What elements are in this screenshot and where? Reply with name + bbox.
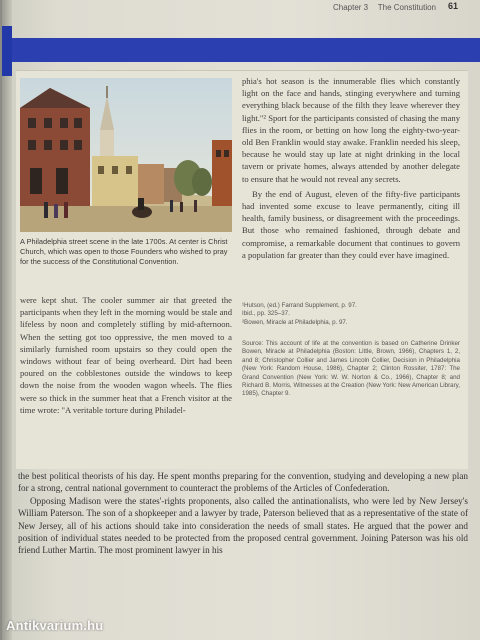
chapter-title: The Constitution bbox=[377, 3, 436, 12]
body-paragraph-1: the best political theorists of his day. He spent months preparing for the convention, studying and developing a new plan for a strong, central national government to counteract the problems of the Articles of Confederation. bbox=[18, 471, 468, 494]
book-page bbox=[2, 0, 480, 640]
footnotes bbox=[242, 302, 460, 327]
right-column-paragraph-2: By the end of August, eleven of the fifty-five participants had invented some excuse to leave permanently, citing ill health, family business, or disagreement with the proceedings. But those who remained fashioned, through debate and compromise, a remarkable document that continues to govern a population far greater than they could ever have imagined. bbox=[242, 188, 460, 260]
left-column-paragraph: were kept shut. The cooler summer air that greeted the participants when they left in the morning would be stale and lifeless by noon and completely stifling by mid-afternoon. When the setting got too oppressive, the men moved to a similarly furnished room upstairs so they could open the windows without fear of being overheard. Dirt had been poured on the cobblestones outside the windows to keep down the noise from the wooden wagon wheels. The flies were so thick in the summer heat that a French visitor at the time wrote: "A veritable torture during Philadel- bbox=[20, 295, 232, 415]
source-note: Source: This account of life at the convention is based on Catherine Drinker Bowen, Miracle at Philadelphia (Boston: Little, Brown, 1966), Chapters 1, 2, and 8; Christopher Collier and James Lincoln Collier, Decision in Philadelphia (New York: Random House, 1986), Chapter 2; Clinton Rossiter, 1787: The Grand Convention (New York: W. W. Norton & Co., 1966), Chapter 8; and Richard B. Morris, Witnesses at the Creation (New York: New American Library, 1985), Chapter 9. bbox=[242, 340, 460, 398]
right-column-paragraph-1: phia's hot season is the innumerable flies which constantly light on the face and hands, stinging everywhere and turning everything black because of the filth they leave wherever they light."² Sport for the participants consisted of chasing the many flies in the room, or betting on how long the eighty-two-year-old Ben Franklin would stay awake. Franklin needed his sleep, because he would stay up late at night drinking in the local tavern or private homes, always attended by another delegate to ensure that he would not reveal any secrets. bbox=[242, 76, 460, 184]
philadelphia-street-illustration bbox=[20, 78, 232, 232]
footnote-1: ¹Hutson, (ed.) Farrand Supplement, p. 97. bbox=[242, 302, 357, 309]
body-paragraph-2: Opposing Madison were the states'-rights proponents, also called the antinationalists, who were led by New Jersey's William Paterson. The son of a shopkeeper and a lawyer by trade, Paterson believed that as a representative of the state of New Jersey, all of his actions should take into consideration the needs of small states. He argued that the power and position of individual states needed to be protected from the proposed central government. Joining Paterson was his old friend Luther Martin. The most prominent lawyer in his bbox=[18, 495, 468, 556]
footnote-3: ²Bowen, Miracle at Philadelphia, p. 97. bbox=[242, 318, 348, 326]
watermark-logo: Antikvarium.hu bbox=[6, 618, 104, 633]
chapter-number: Chapter 3 bbox=[332, 3, 369, 12]
sidebar-left-column bbox=[20, 294, 232, 416]
book-spine-shadow bbox=[2, 0, 12, 640]
footnote-2: Ibid., pp. 325–37. bbox=[242, 310, 290, 318]
page-number: 61 bbox=[447, 1, 458, 11]
blue-edge-tab bbox=[2, 26, 12, 76]
blue-header-band bbox=[2, 38, 480, 62]
main-body-text bbox=[18, 470, 468, 557]
sidebar-right-column bbox=[242, 75, 460, 264]
figure-caption: A Philadelphia street scene in the late 1700s. At center is Christ Church, which was open to those Founders who wished to pray for the success of the Constitutional Convention. bbox=[20, 237, 228, 266]
running-head bbox=[333, 3, 436, 12]
street-scene-image bbox=[20, 78, 232, 232]
